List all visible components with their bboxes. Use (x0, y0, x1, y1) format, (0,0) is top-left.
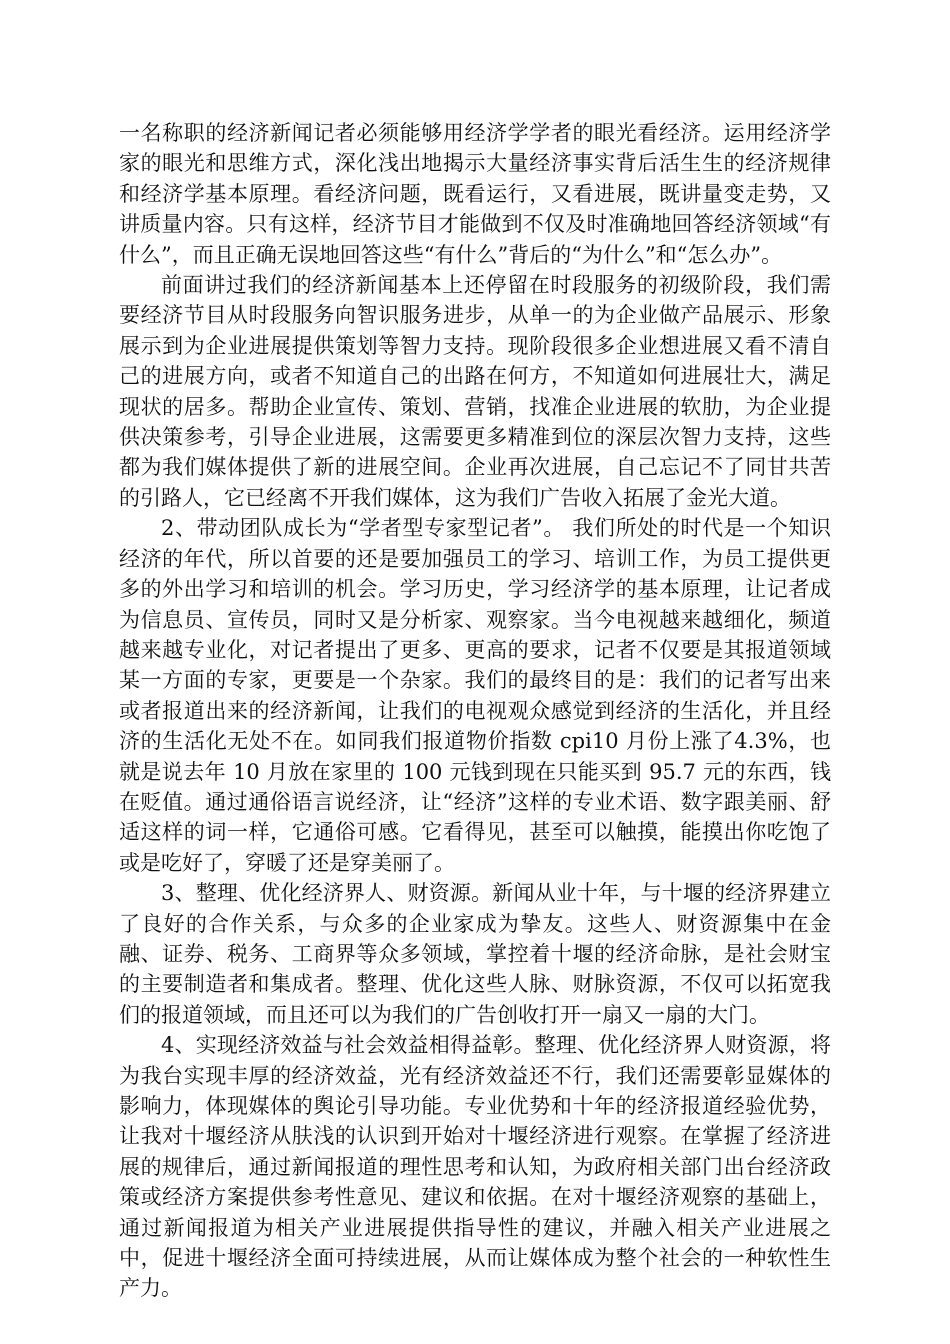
paragraph-scholar-reporters: 2、带动团队成长为“学者型专家型记者”。 我们所处的时代是一个知识经济的年代，所以首要的还是要加强员工的学习、培训工作，为员工提供更多的外出学习和培训的机会。学习历史，学习经济学的基本原理，让记者成为信息员、宣传员，同时又是分析家、观察家。当今电视越来越细化，频道越来越专业化，对记者提出了更多、更高的要求，记者不仅要是其报道领域某一方面的专家，更要是一个杂家。我们的最终目的是：我们的记者写出来或者报道出来的经济新闻，让我们的电视观众感觉到经济的生活化，并且经济的生活化无处不在。如同我们报道物价指数 cpi10 月份上涨了4.3%，也就是说去年 10 月放在家里的 100 元钱到现在只能买到 95.7 元的东西，钱在贬值。通过通俗语言说经济，让“经济”这样的专业术语、数字跟美丽、舒适这样的词一样，它通俗可感。它看得见，甚至可以触摸，能摸出你吃饱了或是吃好了，穿暖了还是穿美丽了。 (119, 516, 831, 875)
paragraph-resource-integration: 3、整理、优化经济界人、财资源。新闻从业十年，与十堰的经济界建立了良好的合作关系，与众多的企业家成为挚友。这些人、财资源集中在金融、证券、税务、工商界等众多领域，掌控着十堰的经济命脉，是社会财宝的主要制造者和集成者。整理、优化这些人脉、财脉资源，不仅可以拓宽我们的报道领域，而且还可以为我们的广告创收打开一扇又一扇的大门。 (119, 881, 831, 1027)
paragraph-economic-perspective: 一名称职的经济新闻记者必须能够用经济学学者的眼光看经济。运用经济学家的眼光和思维方式，深化浅出地揭示大量经济事实背后活生生的经济规律和经济学基本原理。看经济问题，既看运行，又看进展，既讲量变走势，又讲质量内容。只有这样，经济节目才能做到不仅及时准确地回答经济领域“有什么”，而且正确无误地回答这些“有什么”背后的“为什么”和“怎么办”。 (119, 121, 831, 267)
document-body (119, 118, 831, 1304)
paragraph-intellectual-service: 前面讲过我们的经济新闻基本上还停留在时段服务的初级阶段，我们需要经济节目从时段服务向智识服务进步，从单一的为企业做产品展示、形象展示到为企业进展提供策划等智力支持。现阶段很多企业想进展又看不清自己的进展方向，或者不知道自己的出路在何方，不知道如何进展壮大，满足现状的居多。帮助企业宣传、策划、营销，找准企业进展的软肋，为企业提供决策参考，引导企业进展，这需要更多精准到位的深层次智力支持，这些都为我们媒体提供了新的进展空间。企业再次进展，自己忘记不了同甘共苦的引路人，它已经离不开我们媒体，这为我们广告收入拓展了金光大道。 (119, 273, 831, 510)
paragraph-social-benefits: 4、实现经济效益与社会效益相得益彰。整理、优化经济界人财资源，将为我台实现丰厚的经济效益，光有经济效益还不行，我们还需要彰显媒体的影响力，体现媒体的舆论引导功能。专业优势和十年的经济报道经验优势，让我对十堰经济从肤浅的认识到开始对十堰经济进行观察。在掌握了经济进展的规律后，通过新闻报道的理性思考和认知，为政府相关部门出台经济政策或经济方案提供参考性意见、建议和依据。在对十堰经济观察的基础上，通过新闻报道为相关产业进展提供指导性的建议，并融入相关产业进展之中，促进十堰经济全面可持续进展，从而让媒体成为整个社会的一种软性生产力。 (119, 1033, 831, 1301)
